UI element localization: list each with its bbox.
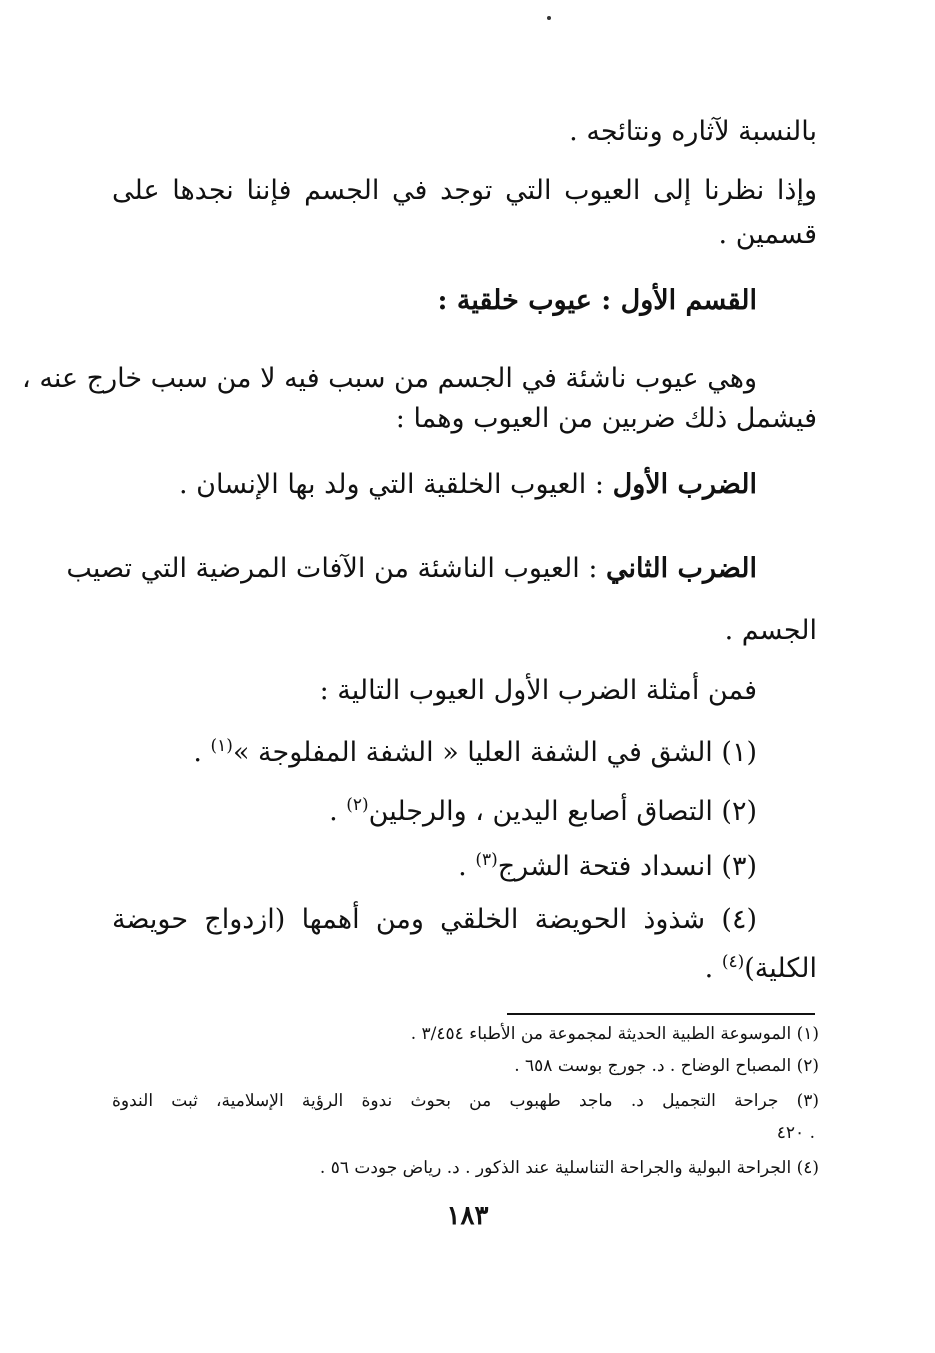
list-item-continued: [112, 952, 817, 986]
type-two-line: [66, 552, 757, 586]
list-item: [112, 850, 757, 884]
footnote-continued: . ٤٢٠: [776, 1123, 815, 1143]
text-line: فمن أمثلة الضرب الأول العيوب التالية :: [319, 675, 757, 706]
footnote-ref: (١): [210, 736, 233, 756]
list-item: [112, 795, 757, 829]
section-heading: القسم الأول : عيوب خلقية :: [437, 285, 757, 316]
page-number: ١٨٣: [446, 1201, 489, 1231]
list-item-end: .: [329, 796, 347, 827]
list-item-end: .: [193, 737, 211, 768]
text-line: بالنسبة لآثاره ونتائجه .: [569, 116, 817, 147]
type-one-label: الضرب الأول: [612, 469, 757, 500]
footnote-ref: (٢): [346, 795, 369, 815]
footnote-ref: (٣): [475, 850, 498, 870]
footnote: (١) الموسوعة الطبية الحديثة لمجموعة من الأطباء ٣/٤٥٤ .: [410, 1024, 819, 1044]
footnote: (٣) جراحة التجميل د. ماجد طهبوب من بحوث ندوة الرؤية الإسلامية، ثبت الندوة: [112, 1091, 819, 1111]
type-two-label: الضرب الثاني: [606, 553, 757, 584]
text-line: الجسم .: [724, 615, 817, 646]
footnote-ref: (٤): [721, 952, 745, 972]
list-item-text: الكلية): [744, 953, 817, 984]
list-item-text: (٣) انسداد فتحة الشرج: [497, 851, 757, 882]
list-item-end: .: [458, 851, 476, 882]
footnote-divider: [507, 1013, 815, 1015]
type-one-text: : العيوب الخلقية التي ولد بها الإنسان .: [179, 469, 604, 500]
text-line: قسمين .: [718, 219, 817, 250]
list-item: (٤) شذوذ الحويضة الخلقي ومن أهمها (ازدواج حويضة: [112, 904, 757, 935]
scan-speck: [547, 16, 551, 20]
list-item-text: (٢) التصاق أصابع اليدين ، والرجلين: [368, 796, 757, 827]
text-line: فيشمل ذلك ضربين من العيوب وهما :: [395, 403, 817, 434]
type-two-text: : العيوب الناشئة من الآفات المرضية التي تصيب: [66, 553, 598, 584]
footnote: (٤) الجراحة البولية والجراحة التناسلية عند الذكور . د. رياض جودت ٥٦ .: [319, 1158, 819, 1178]
list-item: [112, 736, 757, 770]
footnote: (٢) المصباح الوضاح . د. جورج بوست ٦٥٨ .: [514, 1056, 819, 1076]
text-line: وهي عيوب ناشئة في الجسم من سبب فيه لا من سبب خارج عنه ،: [22, 363, 757, 394]
text-line: وإذا نظرنا إلى العيوب التي توجد في الجسم فإننا نجدها على: [112, 175, 817, 206]
list-item-text: (١) الشق في الشفة العليا « الشفة المفلوجة »: [232, 737, 757, 768]
type-one-line: [112, 468, 757, 502]
list-item-end: .: [704, 953, 722, 984]
